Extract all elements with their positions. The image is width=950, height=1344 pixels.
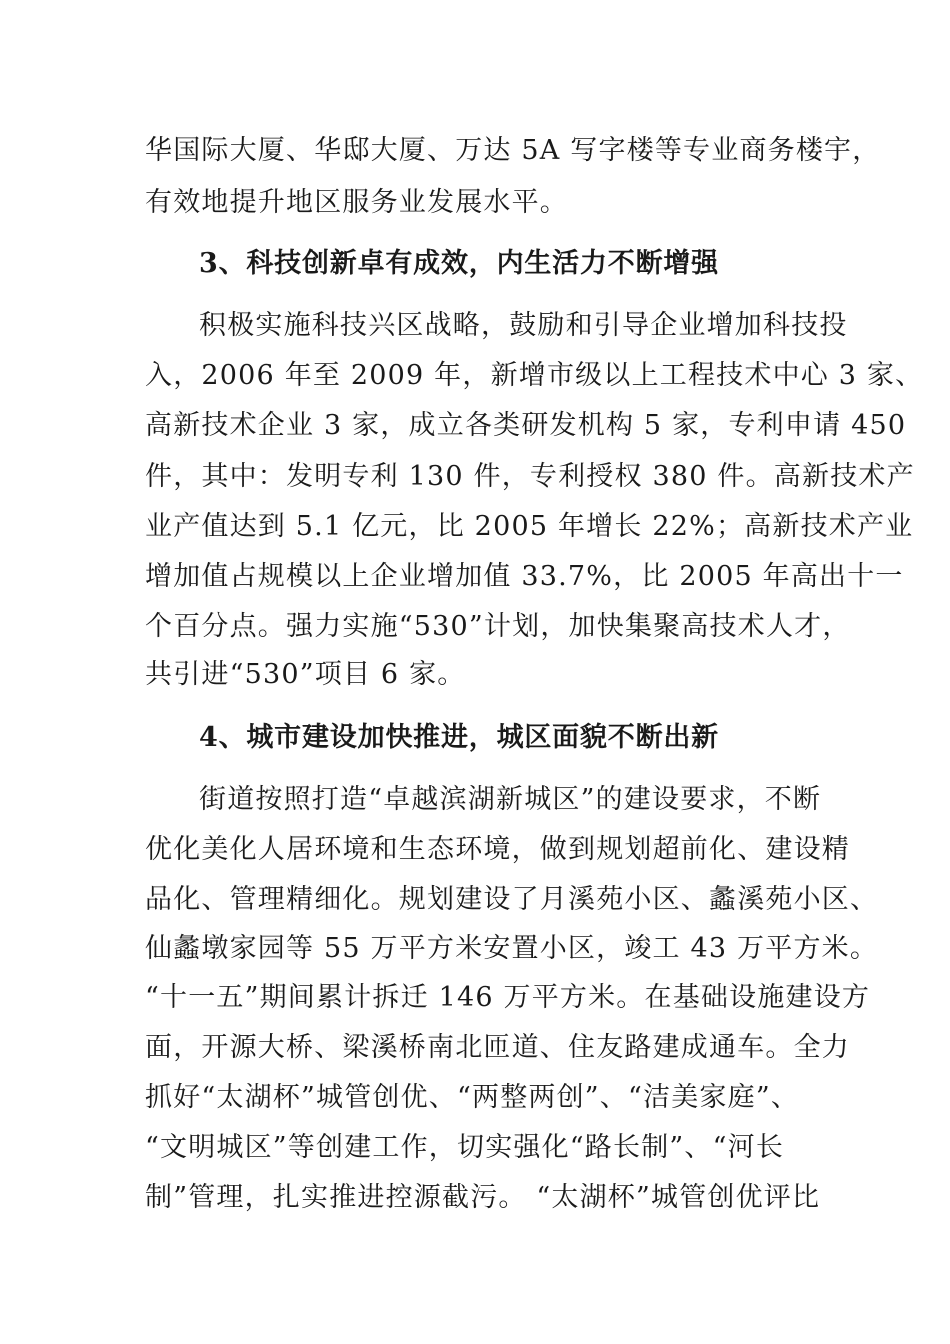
body-text-line: 增加值占规模以上企业增加值 33.7%，比 2005 年高出十一 (145, 561, 904, 592)
body-text-line: 有效地提升地区服务业发展水平。 (145, 187, 568, 218)
body-text-line: 街道按照打造“卓越滨湖新城区”的建设要求，不断 (199, 784, 822, 815)
body-text-line: 抓好“太湖杯”城管创优、“两整两创”、“洁美家庭”、 (145, 1082, 800, 1113)
body-text-line: 华国际大厦、华邸大厦、万达 5A 写字楼等专业商务楼宇， (145, 135, 881, 166)
body-text-line: 入，2006 年至 2009 年，新增市级以上工程技术中心 3 家、 (145, 360, 924, 391)
body-text-line: 件，其中：发明专利 130 件，专利授权 380 件。高新技术产 (145, 461, 915, 492)
body-text-line: 高新技术企业 3 家，成立各类研发机构 5 家，专利申请 450 (145, 410, 907, 441)
section-heading-3: 3、科技创新卓有成效，内生活力不断增强 (199, 248, 719, 279)
body-text-line: 业产值达到 5.1 亿元，比 2005 年增长 22%；高新技术产业 (145, 511, 914, 542)
section-heading-4: 4、城市建设加快推进，城区面貌不断出新 (199, 722, 719, 753)
body-text-line: 面，开源大桥、梁溪桥南北匝道、住友路建成通车。全力 (145, 1032, 850, 1063)
body-text-line: 共引进“530”项目 6 家。 (145, 659, 466, 690)
body-text-line: 仙蠡墩家园等 55 万平方米安置小区，竣工 43 万平方米。 (145, 933, 879, 964)
body-text-line: 个百分点。强力实施“530”计划，加快集聚高技术人才， (145, 611, 851, 642)
body-text-line: 制”管理，扎实推进控源截污。 “太湖杯”城管创优评比 (145, 1182, 821, 1213)
body-text-line: 品化、管理精细化。规划建设了月溪苑小区、蠡溪苑小区、 (145, 884, 879, 915)
body-text-line: 优化美化人居环境和生态环境，做到规划超前化、建设精 (145, 834, 850, 865)
body-text-line: 积极实施科技兴区战略，鼓励和引导企业增加科技投 (199, 310, 848, 341)
body-text-line: “十一五”期间累计拆迁 146 万平方米。在基础设施建设方 (145, 982, 871, 1013)
body-text-line: “文明城区”等创建工作，切实强化“路长制”、“河长 (145, 1132, 785, 1163)
